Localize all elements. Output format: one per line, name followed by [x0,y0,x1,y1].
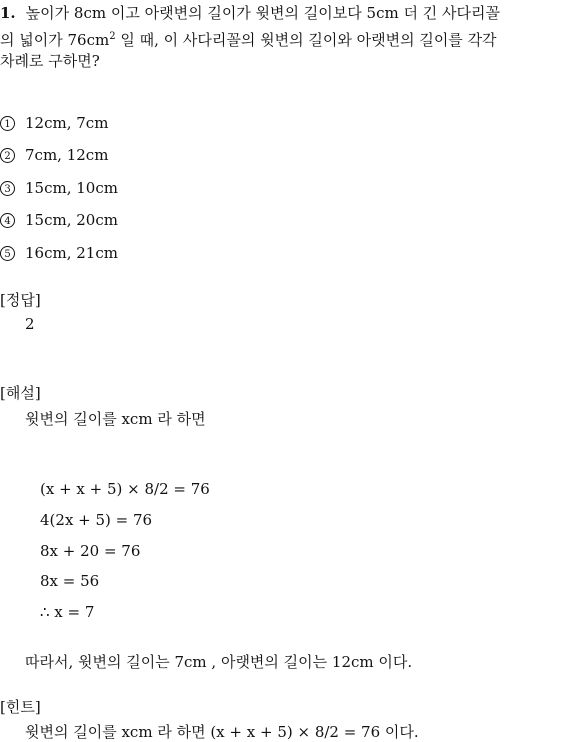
question-text-2b: 일 때, 이 사다리꼴의 윗변의 길이와 아랫변의 길이를 각각 [115,31,497,49]
question-line-1 [0,0,500,26]
explanation-step: 8x = 56 [40,572,100,590]
choice-text: 15cm, 10cm [25,179,118,197]
choice-1[interactable] [0,114,108,132]
choice-marker: 1 [0,116,15,131]
explanation-label: [해설] [0,384,41,402]
choice-text: 16cm, 21cm [25,244,118,262]
choice-marker: 5 [0,246,15,261]
explanation-intro: 윗변의 길이를 xcm 라 하면 [25,410,206,428]
choice-text: 7cm, 12cm [25,146,109,164]
question-text-1: 높이가 8cm 이고 아랫변의 길이가 윗변의 길이보다 5cm 더 긴 사다리꼴 [25,4,500,22]
choice-4[interactable] [0,211,118,229]
choice-marker: 4 [0,213,15,228]
explanation-conclusion: 따라서, 윗변의 길이는 7cm , 아랫변의 길이는 12cm 이다. [25,653,413,671]
answer-label: [정답] [0,291,41,309]
choice-3[interactable] [0,179,118,197]
question-number: 1. [0,4,16,22]
choice-5[interactable] [0,244,118,262]
choice-marker: 2 [0,148,15,163]
explanation-step: ∴ x = 7 [40,603,95,621]
answer-value: 2 [25,315,35,333]
explanation-step: 8x + 20 = 76 [40,542,141,560]
question-text-2a: 의 넓이가 76cm [0,31,110,49]
explanation-step: 4(2x + 5) = 76 [40,511,153,529]
choice-text: 12cm, 7cm [25,114,109,132]
hint-text: 윗변의 길이를 xcm 라 하면 (x + x + 5) × 8/2 = 76 이다. [25,723,419,741]
choice-2[interactable] [0,146,108,164]
explanation-step: (x + x + 5) × 8/2 = 76 [40,480,210,498]
choice-marker: 3 [0,181,15,196]
question-line-3: 차례로 구하면? [0,52,100,70]
hint-label: [힌트] [0,698,41,716]
choice-text: 15cm, 20cm [25,211,118,229]
question-sup: 2 [109,31,116,42]
